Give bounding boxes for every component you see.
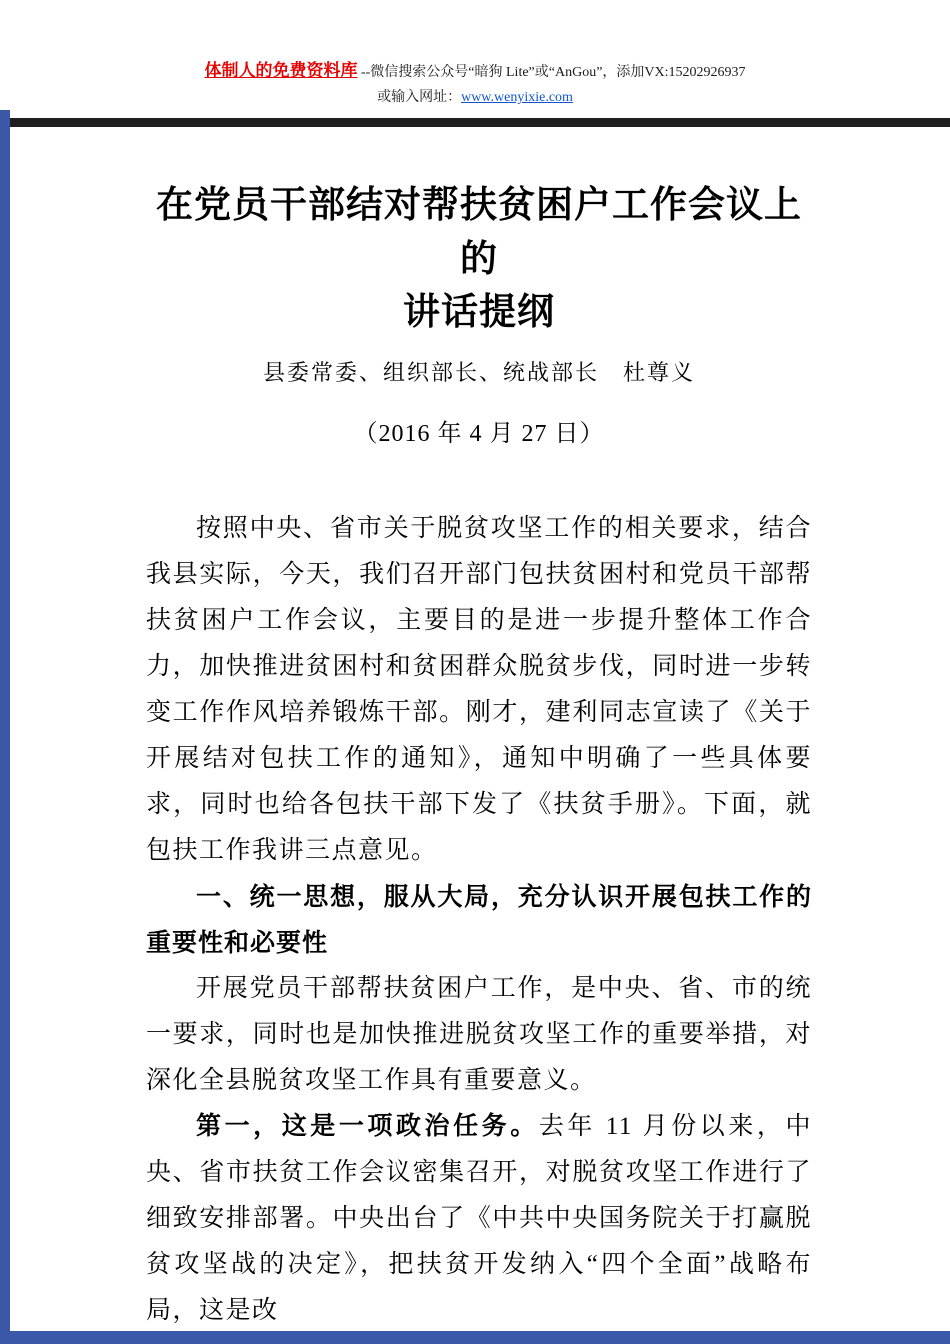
byline: 县委常委、组织部长、统战部长 杜尊义	[262, 359, 695, 385]
banner-url-link[interactable]: www.wenyixie.com	[461, 90, 573, 106]
body-paragraph	[146, 1104, 812, 1334]
page-title	[146, 179, 812, 340]
document-body	[146, 506, 812, 1334]
divider-bar	[0, 118, 950, 127]
banner-tagline: --微信搜索公众号“暗狗 Lite”或“AnGou”，添加VX:15202926937	[357, 65, 746, 80]
paragraph-lead-bold: 第一，这是一项政治任务。	[196, 1112, 539, 1140]
bottom-accent-bar	[0, 1331, 950, 1344]
body-paragraph: 按照中央、省市关于脱贫攻坚工作的相关要求，结合我县实际，今天，我们召开部门包扶贫困村和党员干部帮扶贫困户工作会议，主要目的是进一步提升整体工作合力，加快推进贫困村和贫困群众脱贫步伐，同时进一步转变工作作风培养锻炼干部。刚才，建利同志宣读了《关于开展结对包扶工作的通知》，通知中明确了一些具体要求，同时也给各包扶干部下发了《扶贫手册》。下面，就包扶工作我讲三点意见。	[146, 514, 812, 864]
banner-brand: 体制人的免费资料库	[204, 61, 358, 80]
document-content	[0, 179, 950, 1334]
banner-line1	[0, 58, 950, 84]
title-line1: 在党员干部结对帮扶贫困户工作会议上的	[156, 185, 802, 280]
promo-banner	[0, 0, 950, 109]
body-paragraph: 开展党员干部帮扶贫困户工作，是中央、省、市的统一要求，同时也是加快推进脱贫攻坚工作的重要举措，对深化全县脱贫攻坚工作具有重要意义。	[146, 974, 812, 1094]
paragraph-rest: 去年 11 月份以来，中央、省市扶贫工作会议密集召开，对脱贫攻坚工作进行了细致安排部署。中央出台了《中共中央国务院关于打赢脱贫攻坚战的决定》，把扶贫开发纳入“四个全面”战略布局，这是改	[146, 1112, 812, 1324]
date-line: （2016 年 4 月 27 日）	[353, 420, 605, 447]
section-heading: 一、统一思想，服从大局，充分认识开展包扶工作的重要性和必要性	[146, 882, 812, 957]
title-line2: 讲话提纲	[403, 292, 555, 334]
left-accent-bar	[0, 110, 10, 1344]
banner-url-label: 或输入网址：	[377, 90, 462, 106]
banner-line2	[0, 87, 950, 109]
